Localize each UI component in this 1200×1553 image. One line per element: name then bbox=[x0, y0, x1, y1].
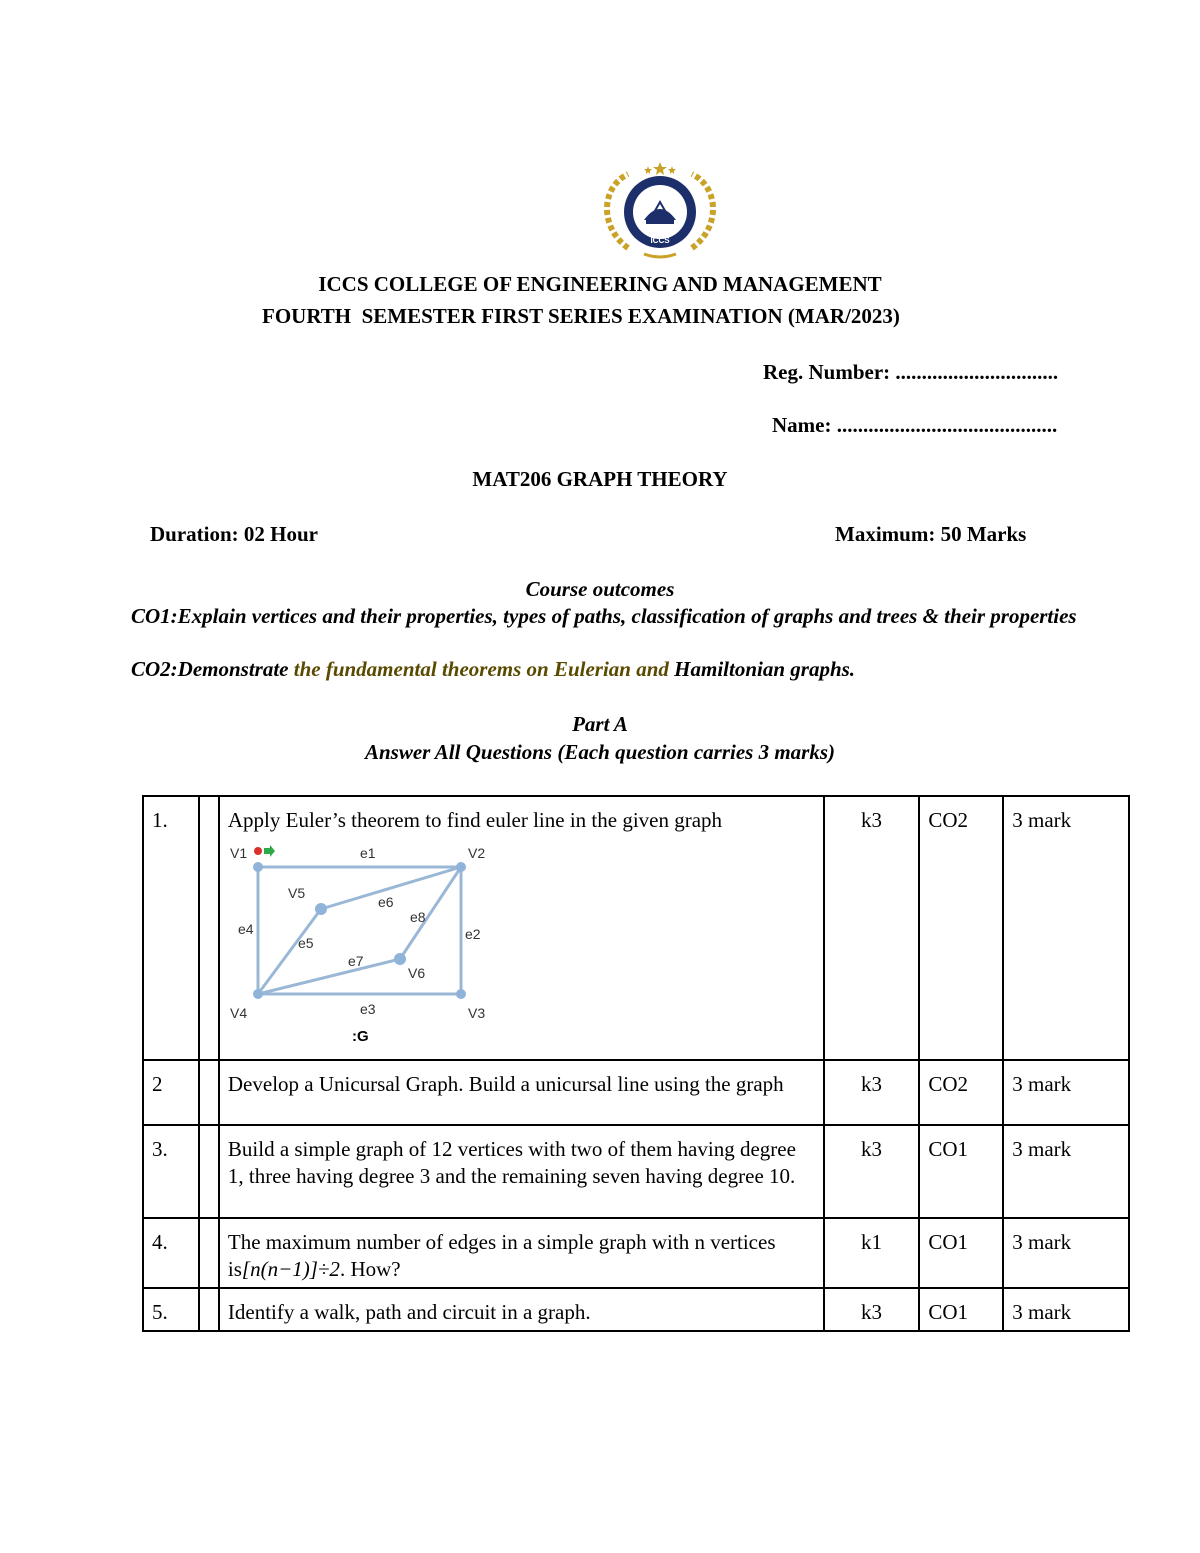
marks: 3 mark bbox=[1003, 796, 1129, 1060]
formula: [n(n−1)]÷2 bbox=[241, 1257, 340, 1281]
college-logo bbox=[598, 158, 722, 262]
vertex-v2 bbox=[456, 862, 466, 872]
label-v2: V2 bbox=[467, 845, 486, 861]
outcome-co1: CO1:Explain vertices and their properties, types of paths, classification of graphs and trees & their properties bbox=[131, 604, 1077, 628]
outcome-co2-middle: the fundamental theorems on Eulerian and bbox=[293, 657, 669, 681]
outcome-co2-prefix: CO2:Demonstrate bbox=[131, 657, 294, 681]
course-outcome: CO2 bbox=[919, 796, 1003, 1060]
table-row bbox=[143, 796, 1129, 1060]
vertex-v1 bbox=[253, 862, 263, 872]
spacer-cell bbox=[199, 1288, 219, 1331]
label-v6: V6 bbox=[407, 965, 426, 981]
course-outcome: CO2 bbox=[919, 1060, 1003, 1125]
name-field: Name: .......................................... bbox=[772, 413, 1058, 437]
table-row bbox=[143, 1060, 1129, 1125]
outcome-co2-suffix: Hamiltonian graphs. bbox=[668, 657, 856, 681]
vertex-v3 bbox=[456, 989, 466, 999]
part-title: Part A bbox=[572, 712, 628, 736]
question-text bbox=[219, 796, 824, 1060]
vertex-v5 bbox=[315, 903, 327, 915]
label-e4: e4 bbox=[237, 921, 254, 937]
label-v3: V3 bbox=[467, 1005, 486, 1021]
knowledge-level: k3 bbox=[824, 1288, 920, 1331]
label-e3: e3 bbox=[359, 1001, 376, 1017]
marks: 3 mark bbox=[1003, 1060, 1129, 1125]
table-row bbox=[143, 1125, 1129, 1218]
college-name: ICCS COLLEGE OF ENGINEERING AND MANAGEMENT bbox=[318, 272, 882, 296]
question-text: Build a simple graph of 12 vertices with two of them having degree 1, three having degree 3 and the remaining seven having degree 10. bbox=[219, 1125, 824, 1218]
outcomes-title: Course outcomes bbox=[525, 577, 675, 601]
label-v1: V1 bbox=[229, 845, 248, 861]
question-text: Develop a Unicursal Graph. Build a unicursal line using the graph bbox=[219, 1060, 824, 1125]
question-text-1: Apply Euler’s theorem to find euler line in the given graph bbox=[227, 808, 723, 832]
spacer-cell bbox=[199, 1125, 219, 1218]
label-e5: e5 bbox=[297, 935, 314, 951]
course-title: MAT206 GRAPH THEORY bbox=[472, 467, 728, 491]
question-text: Identify a walk, path and circuit in a graph. bbox=[219, 1288, 824, 1331]
question-number: 1. bbox=[143, 796, 199, 1060]
reg-number-field: Reg. Number: ............................... bbox=[763, 360, 1059, 384]
arrow-right-icon bbox=[264, 845, 275, 857]
table-row bbox=[143, 1218, 1129, 1288]
question-text-part: . How? bbox=[339, 1257, 401, 1281]
label-e2: e2 bbox=[464, 926, 481, 942]
spacer-cell bbox=[199, 1060, 219, 1125]
marks: 3 mark bbox=[1003, 1288, 1129, 1331]
spacer-cell bbox=[199, 1218, 219, 1288]
knowledge-level: k3 bbox=[824, 796, 920, 1060]
question-text-part: The maximum number of edges in a simple graph with n vertices is bbox=[227, 1230, 776, 1281]
close-marker-icon bbox=[254, 847, 262, 855]
knowledge-level: k1 bbox=[824, 1218, 920, 1288]
questions-table bbox=[142, 795, 1130, 1332]
exam-title: FOURTH SEMESTER FIRST SERIES EXAMINATION (MAR/2023) bbox=[262, 304, 900, 328]
vertex-v6 bbox=[394, 953, 406, 965]
question-number: 5. bbox=[143, 1288, 199, 1331]
label-v5: V5 bbox=[287, 885, 306, 901]
question-number: 3. bbox=[143, 1125, 199, 1218]
table-row bbox=[143, 1288, 1129, 1331]
maximum-marks: Maximum: 50 Marks bbox=[835, 522, 1027, 546]
label-v4: V4 bbox=[229, 1005, 248, 1021]
graph-figure bbox=[228, 840, 503, 1048]
question-number: 4. bbox=[143, 1218, 199, 1288]
knowledge-level: k3 bbox=[824, 1125, 920, 1218]
label-e8: e8 bbox=[409, 909, 426, 925]
vertex-v4 bbox=[253, 989, 263, 999]
knowledge-level: k3 bbox=[824, 1060, 920, 1125]
question-text bbox=[219, 1218, 824, 1288]
duration: Duration: 02 Hour bbox=[150, 522, 318, 546]
question-number: 2 bbox=[143, 1060, 199, 1125]
label-e7: e7 bbox=[347, 953, 364, 969]
marks: 3 mark bbox=[1003, 1125, 1129, 1218]
graph-caption: :G bbox=[351, 1028, 369, 1045]
marks: 3 mark bbox=[1003, 1218, 1129, 1288]
course-outcome: CO1 bbox=[919, 1125, 1003, 1218]
spacer-cell bbox=[199, 796, 219, 1060]
course-outcome: CO1 bbox=[919, 1218, 1003, 1288]
part-instructions: Answer All Questions (Each question carries 3 marks) bbox=[364, 740, 836, 764]
label-e6: e6 bbox=[377, 894, 394, 910]
label-e1: e1 bbox=[359, 845, 376, 861]
logo-caption: ICCS bbox=[650, 236, 670, 245]
course-outcome: CO1 bbox=[919, 1288, 1003, 1331]
outcome-co2 bbox=[131, 657, 855, 682]
